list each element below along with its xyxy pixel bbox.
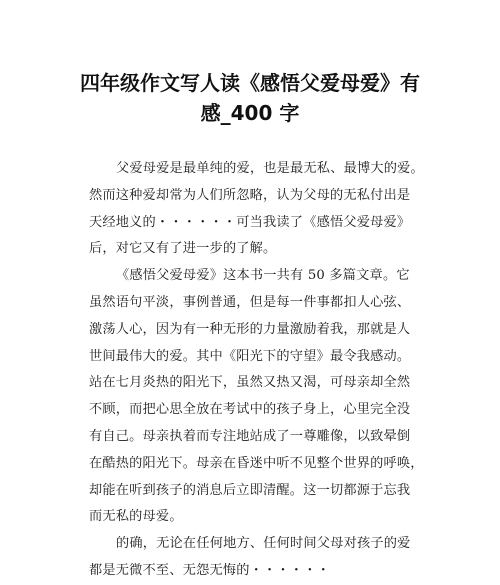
document-title	[60, 68, 440, 128]
text-line: 虽然语句平淡，事例普通，但是每一件事都扣人心弦、	[89, 294, 411, 310]
title-line: 四年级作文写人读《感悟父爱母爱》有	[80, 71, 420, 95]
text-line: 天经地义的・・・・・・可当我读了《感悟父爱母爱》	[89, 214, 411, 230]
text-line: 激荡人心，因为有一种无形的力量激励着我，那就是人	[89, 321, 411, 337]
text-line: 却能在听到孩子的消息后立即清醒。这一切都源于忘我	[89, 482, 411, 498]
title-line: 感_400 字	[200, 101, 300, 125]
text-line: 《感悟父爱母爱》这本书一共有 50 多篇文章。它	[116, 268, 410, 284]
text-line: 父爱母爱是最单纯的爱，也是最无私、最博大的爱。	[116, 161, 424, 176]
text-line: 世间最伟大的爱。其中《阳光下的守望》最令我感动。	[89, 348, 411, 364]
document-body	[89, 156, 425, 585]
paragraph-2	[89, 263, 425, 531]
text-line: 而无私的母爱。	[89, 509, 183, 525]
text-line: 在酷热的阳光下。母亲在昏迷中听不见整个世界的呼唤，	[89, 455, 424, 471]
text-line: 都是无微不至、无怨无悔的・・・・・・	[89, 562, 330, 578]
text-line: 站在七月炎热的阳光下，虽然又热又渴，可母亲却全然	[89, 375, 411, 391]
paragraph-1	[89, 156, 425, 263]
text-line: 的确，无论在任何地方、任何时间父母对孩子的爱	[116, 536, 411, 552]
text-line: 有自己。母亲执着而专注地站成了一尊雕像，以致晕倒	[89, 428, 411, 444]
text-line: 然而这种爱却常为人们所忽略，认为父母的无私付出是	[89, 187, 411, 203]
text-line: 后，对它又有了进一步的了解。	[89, 241, 277, 257]
paragraph-3	[89, 531, 425, 585]
text-line: 不顾，而把心思全放在考试中的孩子身上，心里完全没	[89, 402, 411, 418]
